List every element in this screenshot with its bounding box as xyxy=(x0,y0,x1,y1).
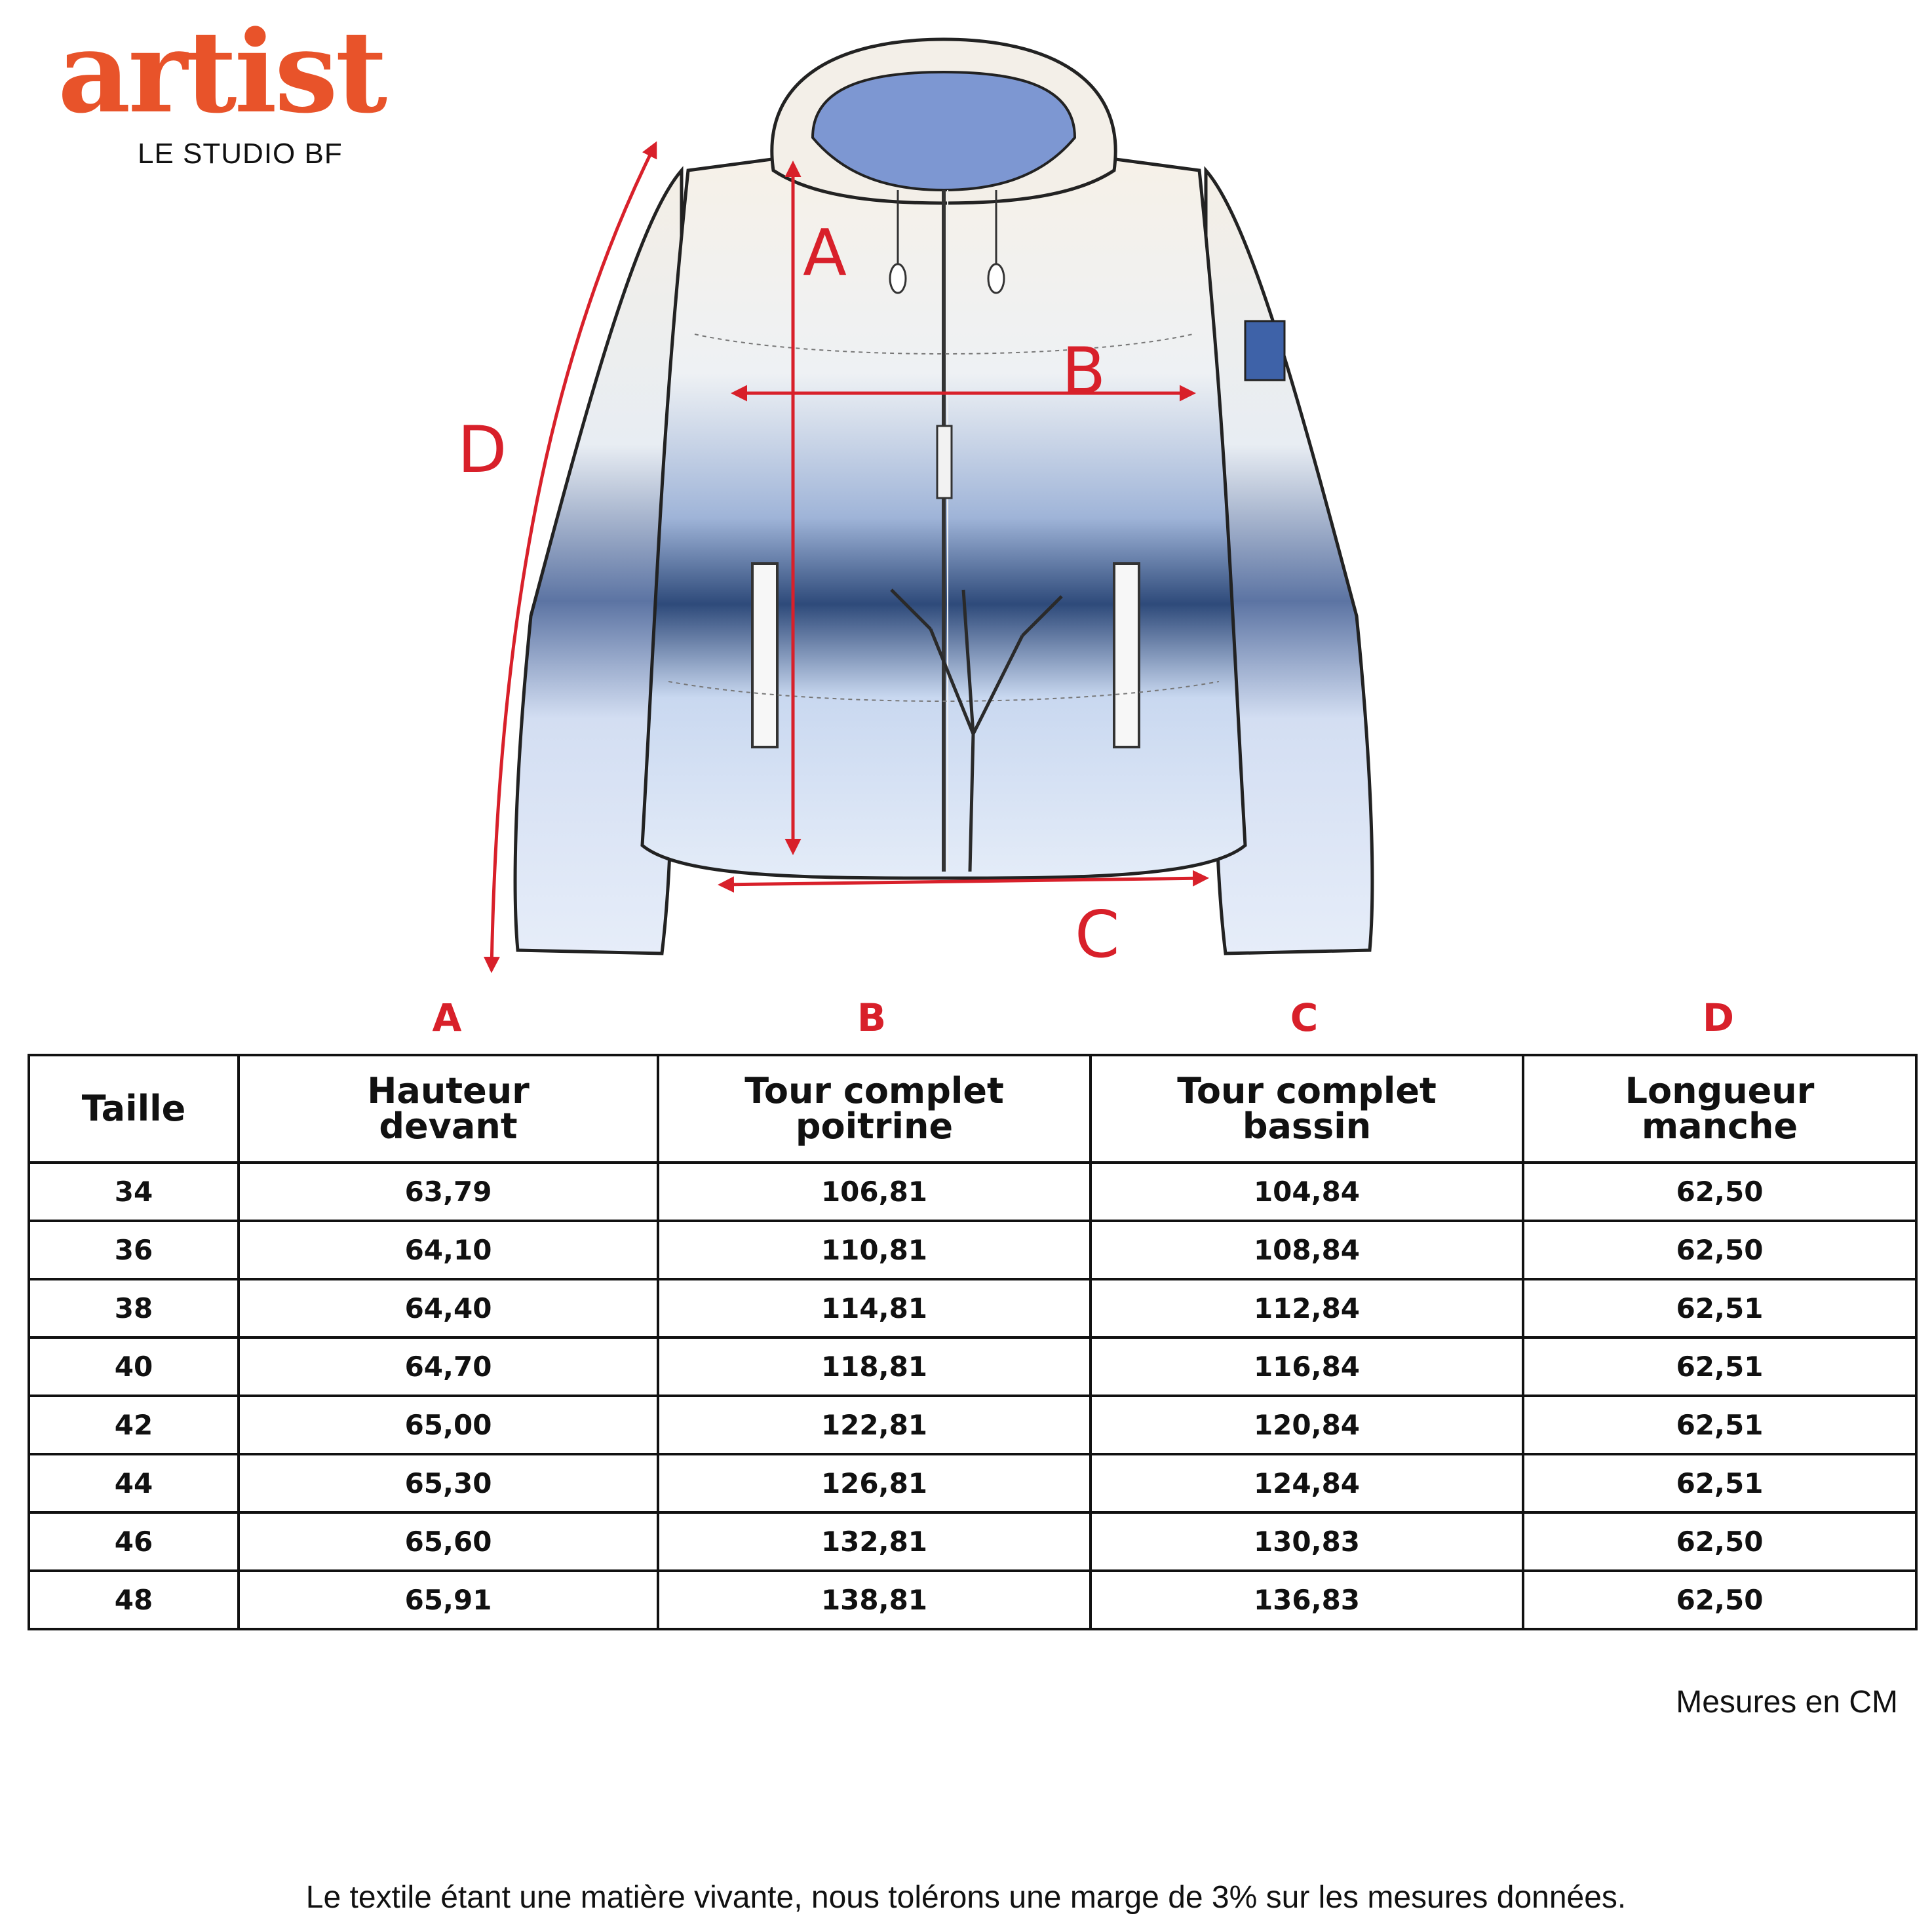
cell-size: 38 xyxy=(29,1279,239,1337)
cell-manche: 62,51 xyxy=(1523,1337,1916,1396)
cell-size: 36 xyxy=(29,1221,239,1279)
cell-manche: 62,50 xyxy=(1523,1163,1916,1221)
header-tour-poitrine: Tour complet poitrine xyxy=(658,1055,1091,1163)
cell-hauteur: 64,40 xyxy=(239,1279,658,1337)
cell-poitrine: 118,81 xyxy=(658,1337,1091,1396)
cell-poitrine: 106,81 xyxy=(658,1163,1091,1221)
cell-manche: 62,51 xyxy=(1523,1396,1916,1454)
cell-hauteur: 64,70 xyxy=(239,1337,658,1396)
cell-bassin: 130,83 xyxy=(1091,1512,1523,1571)
label-b: B xyxy=(1062,334,1106,409)
cell-size: 34 xyxy=(29,1163,239,1221)
cell-poitrine: 132,81 xyxy=(658,1512,1091,1571)
table-row xyxy=(29,1337,1916,1396)
cell-poitrine: 126,81 xyxy=(658,1454,1091,1512)
cell-manche: 62,51 xyxy=(1523,1454,1916,1512)
cell-bassin: 108,84 xyxy=(1091,1221,1523,1279)
header-hauteur-devant: Hauteur devant xyxy=(239,1055,658,1163)
cell-hauteur: 63,79 xyxy=(239,1163,658,1221)
column-letter-a: A xyxy=(432,995,462,1040)
cell-hauteur: 65,60 xyxy=(239,1512,658,1571)
header-tour-bassin: Tour complet bassin xyxy=(1091,1055,1523,1163)
cell-manche: 62,50 xyxy=(1523,1571,1916,1629)
cell-bassin: 112,84 xyxy=(1091,1279,1523,1337)
column-letter-c: C xyxy=(1290,995,1319,1040)
label-d: D xyxy=(457,413,507,488)
size-chart-table xyxy=(28,1054,1918,1630)
column-letter-d: D xyxy=(1702,995,1735,1040)
cell-poitrine: 114,81 xyxy=(658,1279,1091,1337)
cell-manche: 62,50 xyxy=(1523,1512,1916,1571)
cell-manche: 62,50 xyxy=(1523,1221,1916,1279)
cell-hauteur: 65,91 xyxy=(239,1571,658,1629)
cell-size: 46 xyxy=(29,1512,239,1571)
cell-bassin: 124,84 xyxy=(1091,1454,1523,1512)
cell-size: 40 xyxy=(29,1337,239,1396)
table-row xyxy=(29,1221,1916,1279)
tolerance-footnote: Le textile étant une matière vivante, nous tolérons une marge de 3% sur les mesures données. xyxy=(305,1880,1627,1915)
header-longueur-manche: Longueur manche xyxy=(1523,1055,1916,1163)
table-row xyxy=(29,1571,1916,1629)
jacket-measurement-diagram xyxy=(419,26,1442,996)
brand-name: artist xyxy=(58,5,385,138)
table-row xyxy=(29,1396,1916,1454)
cell-poitrine: 110,81 xyxy=(658,1221,1091,1279)
cell-poitrine: 122,81 xyxy=(658,1396,1091,1454)
cell-hauteur: 64,10 xyxy=(239,1221,658,1279)
column-letter-b: B xyxy=(857,995,887,1040)
cell-bassin: 116,84 xyxy=(1091,1337,1523,1396)
label-c: C xyxy=(1075,898,1120,972)
cell-bassin: 120,84 xyxy=(1091,1396,1523,1454)
cell-poitrine: 138,81 xyxy=(658,1571,1091,1629)
brand-logo xyxy=(58,5,425,170)
cell-manche: 62,51 xyxy=(1523,1279,1916,1337)
table-row xyxy=(29,1279,1916,1337)
table-row xyxy=(29,1454,1916,1512)
table-header-row xyxy=(29,1055,1916,1163)
units-note: Mesures en CM xyxy=(1676,1685,1898,1720)
brand-subtitle: LE STUDIO BF xyxy=(138,138,343,170)
header-taille: Taille xyxy=(29,1055,239,1163)
cell-bassin: 136,83 xyxy=(1091,1571,1523,1629)
jacket-body xyxy=(515,39,1372,953)
table-row xyxy=(29,1163,1916,1221)
table-row xyxy=(29,1512,1916,1571)
cell-size: 48 xyxy=(29,1571,239,1629)
cell-hauteur: 65,00 xyxy=(239,1396,658,1454)
label-a: A xyxy=(803,216,847,291)
cell-bassin: 104,84 xyxy=(1091,1163,1523,1221)
cell-size: 44 xyxy=(29,1454,239,1512)
cell-size: 42 xyxy=(29,1396,239,1454)
cell-hauteur: 65,30 xyxy=(239,1454,658,1512)
